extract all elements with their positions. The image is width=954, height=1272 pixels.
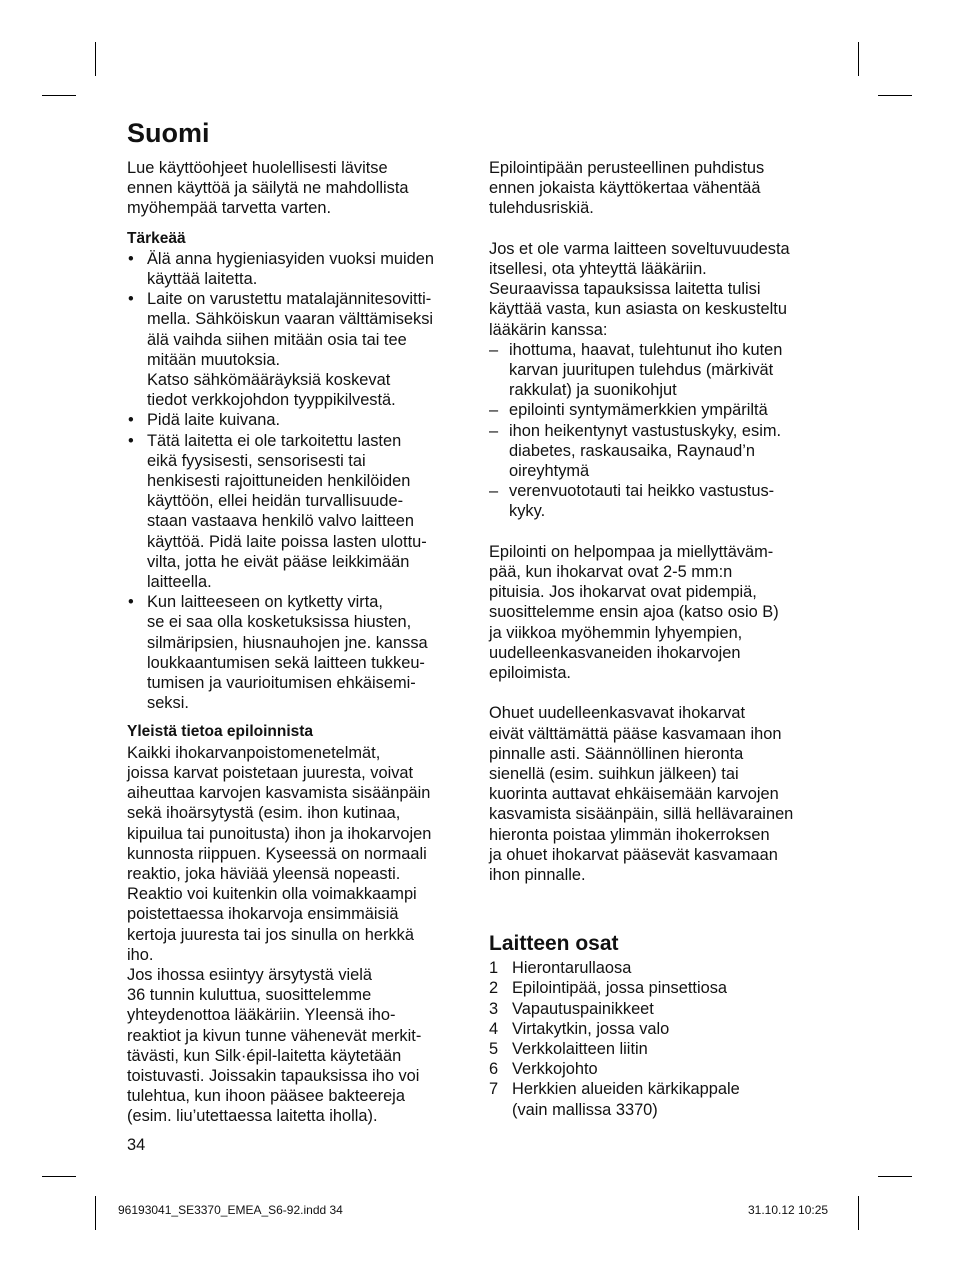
text-line: suosittelemme ensin ajoa (katso osio B)	[489, 603, 779, 622]
text-line: (esim. liu’utettaessa laitetta iholla).	[127, 1107, 378, 1126]
list-item	[489, 421, 834, 482]
footer-filename: 96193041_SE3370_EMEA_S6-92.indd 34	[118, 1203, 343, 1217]
list-item-line: seksi.	[147, 694, 189, 713]
text-line: kasvamista sisäänpäin, sillä hellävarainen	[489, 805, 794, 824]
list-item-line: epilointi syntymämerkkien ympäriltä	[509, 401, 768, 420]
list-item-line: käyttöä. Pidä laite poissa lasten ulottu-	[147, 532, 427, 551]
doctor-paragraph	[489, 239, 834, 340]
list-item-line: ihon heikentynyt vastustuskyky, esim.	[509, 421, 782, 440]
crop-mark	[858, 42, 859, 76]
crop-mark	[878, 95, 912, 96]
text-line: eivät välttämättä pääse kasvamaan ihon	[489, 724, 782, 743]
list-item-line: mella. Sähköiskun vaaran välttämiseksi	[147, 310, 434, 329]
list-item	[489, 400, 834, 420]
list-item	[489, 340, 834, 401]
list-item	[127, 249, 472, 289]
page-title: Suomi	[127, 118, 210, 148]
text-line: lääkärin kanssa:	[489, 320, 608, 339]
bullet-marker: •	[128, 431, 134, 450]
text-line: ihon pinnalle.	[489, 866, 586, 885]
text-line: poistettaessa ihokarvoja ensimmäisiä	[127, 905, 399, 924]
bullet-marker: –	[489, 421, 499, 440]
text-line: tulehdusriskiä.	[489, 199, 594, 218]
list-item-line: Pidä laite kuivana.	[147, 411, 281, 430]
text-line: Epilointipään perusteellinen puhdistus	[489, 159, 765, 177]
text-line: iho.	[127, 945, 154, 964]
parts-heading: Laitteen osat	[489, 932, 619, 956]
list-item-line: mitään muutoksia.	[147, 350, 281, 369]
text-line: kipuilua tai punoitusta) ihon ja ihokarvojen	[127, 824, 432, 843]
list-item-line: Tätä laitetta ei ole tarkoitettu lasten	[147, 431, 402, 450]
cleaning-paragraph	[489, 158, 834, 219]
text-line: kunnosta riippuen. Kyseessä on normaali	[127, 844, 427, 863]
list-item-line: kyky.	[509, 502, 546, 521]
intro-paragraph	[127, 158, 472, 219]
list-item-line: verenvuototauti tai heikko vastustus-	[509, 482, 775, 501]
list-item-line: käyttää laitetta.	[147, 270, 258, 289]
text-line: tulehtua, kun ihoon pääsee bakteereja	[127, 1087, 405, 1106]
text-line: kuorinta auttavat ehkäisemään karvojen	[489, 785, 779, 804]
list-item	[489, 481, 834, 521]
text-line: tävästi, kun Silk·épil-laitetta käytetään	[127, 1046, 402, 1065]
text-line: sienellä (esim. suihkun jälkeen) tai	[489, 765, 739, 784]
text-line: reaktiot ja kivun tunne vähenevät merkit-	[127, 1026, 422, 1045]
ingrown-hair-paragraph	[489, 703, 834, 885]
part-label: Herkkien alueiden kärkikappale	[512, 1080, 740, 1099]
text-line: hieronta poistaa ylimmän ihokerroksen	[489, 825, 770, 844]
crop-mark	[858, 1196, 859, 1230]
list-item-line: tiedot verkkojohdon tyyppikilvestä.	[147, 391, 396, 410]
part-label: Verkkojohto	[512, 1060, 598, 1079]
important-list	[127, 249, 472, 714]
list-item	[127, 592, 472, 713]
list-item	[127, 289, 472, 410]
crop-mark	[42, 1176, 76, 1177]
text-line: pinnalle asti. Säännöllinen hieronta	[489, 744, 744, 763]
footer-date: 31.10.12 10:25	[748, 1203, 829, 1217]
text-line: yhteydenottoa lääkäriin. Yleensä iho-	[127, 1006, 396, 1025]
text-line: itsellesi, ota yhteyttä lääkäriin.	[489, 260, 707, 278]
list-item-line: se ei saa olla kosketuksissa hiusten,	[147, 613, 412, 632]
bullet-marker: –	[489, 482, 499, 501]
parts-list	[489, 958, 834, 1120]
crop-mark	[878, 1176, 912, 1177]
conditions-list	[489, 340, 834, 522]
text-line: ja ohuet ihokarvat pääsevät kasvamaan	[489, 845, 778, 864]
text-line: Reaktio voi kuitenkin olla voimakkaampi	[127, 885, 417, 904]
text-line: Epilointi on helpompaa ja miellyttäväm-	[489, 542, 774, 561]
text-line: uudelleenkasvaneiden ihokarvojen	[489, 643, 741, 662]
bullet-marker: –	[489, 401, 499, 420]
part-item	[489, 1039, 834, 1059]
text-line: reaktio, joka häviää yleensä nopeasti.	[127, 864, 401, 883]
text-line: aiheuttaa karvojen kasvamista sisäänpäin	[127, 784, 431, 803]
list-item-line: diabetes, raskausaika, Raynaud’n	[509, 441, 756, 460]
text-line: Ohuet uudelleenkasvavat ihokarvat	[489, 704, 746, 723]
part-label: Hierontarullaosa	[512, 959, 632, 978]
list-item-line: Katso sähkömääräyksiä koskevat	[147, 371, 391, 390]
text-line: sekä ihoärsytystä (esim. ihon kutinaa,	[127, 804, 401, 823]
list-item-line: vilta, jotta he eivät pääse leikkimään	[147, 552, 410, 571]
bullet-marker: •	[128, 411, 134, 430]
part-number: 6	[489, 1060, 499, 1079]
list-item-line: loukkaantumisen sekä laitteen tukkeu-	[147, 653, 425, 672]
list-item-line: henkisesti rajoittuneiden henkilöiden	[147, 472, 411, 491]
list-item	[127, 410, 472, 430]
bullet-marker: •	[128, 290, 134, 309]
part-number: 5	[489, 1040, 499, 1059]
part-item	[489, 1079, 834, 1119]
text-line: käyttää vasta, kun asiasta on keskusteltu	[489, 300, 787, 319]
text-line: 36 tunnin kuluttua, suosittelemme	[127, 986, 372, 1005]
list-item-line: rakkulat) ja suonikohjut	[509, 381, 677, 400]
list-item-line: laitteella.	[147, 573, 212, 592]
text-line: Jos ihossa esiintyy ärsytystä vielä	[127, 965, 373, 984]
list-item-line: Älä anna hygieniasyiden vuoksi muiden	[147, 249, 435, 268]
list-item-line: staan vastaava henkilö valvo laitteen	[147, 512, 414, 531]
list-item-line: eikä fyysisesti, sensorisesti tai	[147, 451, 366, 470]
part-label: Verkkolaitteen liitin	[512, 1040, 648, 1059]
bullet-marker: –	[489, 340, 499, 359]
list-item-line: ihottuma, haavat, tulehtunut iho kuten	[509, 340, 783, 359]
text-line: Kaikki ihokarvanpoistomenetelmät,	[127, 743, 381, 762]
hair-length-paragraph	[489, 542, 834, 683]
text-line: ennen jokaista käyttökertaa vähentää	[489, 179, 761, 198]
text-line: epiloimista.	[489, 664, 571, 683]
left-column	[127, 158, 472, 1127]
text-line: pituisia. Jos ihokarvat ovat pidempiä,	[489, 583, 757, 602]
text-line: ennen käyttöä ja säilytä ne mahdollista	[127, 179, 409, 198]
text-line: Jos et ole varma laitteen soveltuvuudesta	[489, 239, 790, 258]
bullet-marker: •	[128, 593, 134, 612]
crop-mark	[95, 42, 96, 76]
text-line: ja viikkoa myöhemmin lyhyempien,	[489, 623, 743, 642]
part-label: Epilointipää, jossa pinsettiosa	[512, 979, 728, 998]
crop-mark	[42, 95, 76, 96]
general-info-heading: Yleistä tietoa epiloinnista	[127, 723, 314, 741]
right-column	[489, 158, 834, 1120]
list-item-line: Laite on varustettu matalajännitesovitti-	[147, 290, 432, 309]
bullet-marker: •	[128, 249, 134, 268]
part-number: 4	[489, 1019, 499, 1038]
list-item-line: oireyhtymä	[509, 462, 590, 481]
list-item-line: älä vaihda siihen mitään osia tai tee	[147, 330, 407, 349]
part-item	[489, 1059, 834, 1079]
part-item	[489, 958, 834, 978]
text-line: joissa karvat poistetaan juuresta, voivat	[127, 763, 414, 782]
text-line: myöhempää tarvetta varten.	[127, 199, 332, 218]
part-item	[489, 1019, 834, 1039]
part-label: Virtakytkin, jossa valo	[512, 1019, 670, 1038]
text-line: Lue käyttöohjeet huolellisesti lävitse	[127, 159, 388, 177]
crop-mark	[95, 1196, 96, 1230]
list-item-line: silmäripsien, hiusnauhojen jne. kanssa	[147, 633, 428, 652]
text-line: pää, kun ihokarvat ovat 2-5 mm:n	[489, 563, 733, 582]
part-label: Vapautuspainikkeet	[512, 999, 654, 1018]
part-number: 7	[489, 1080, 499, 1099]
important-heading: Tärkeää	[127, 229, 186, 247]
list-item-line: tumisen ja vaurioitumisen ehkäisemi-	[147, 674, 416, 693]
part-number: 2	[489, 979, 499, 998]
part-number: 1	[489, 959, 499, 978]
general-info-paragraph	[127, 743, 472, 1127]
text-line: kertoja juuresta tai jos sinulla on herkkä	[127, 925, 414, 944]
page-number: 34	[127, 1136, 146, 1154]
list-item-line: käyttöön, ellei heidän turvallisuude-	[147, 492, 404, 511]
part-number: 3	[489, 999, 499, 1018]
part-item	[489, 978, 834, 998]
list-item-line: Kun laitteeseen on kytketty virta,	[147, 593, 383, 612]
list-item	[127, 431, 472, 593]
list-item-line: karvan juuritupen tulehdus (märkivät	[509, 361, 774, 380]
part-item	[489, 999, 834, 1019]
part-label: (vain mallissa 3370)	[512, 1100, 658, 1119]
text-line: Seuraavissa tapauksissa laitetta tulisi	[489, 280, 761, 299]
text-line: toistuvasti. Joissakin tapauksissa iho voi	[127, 1066, 420, 1085]
